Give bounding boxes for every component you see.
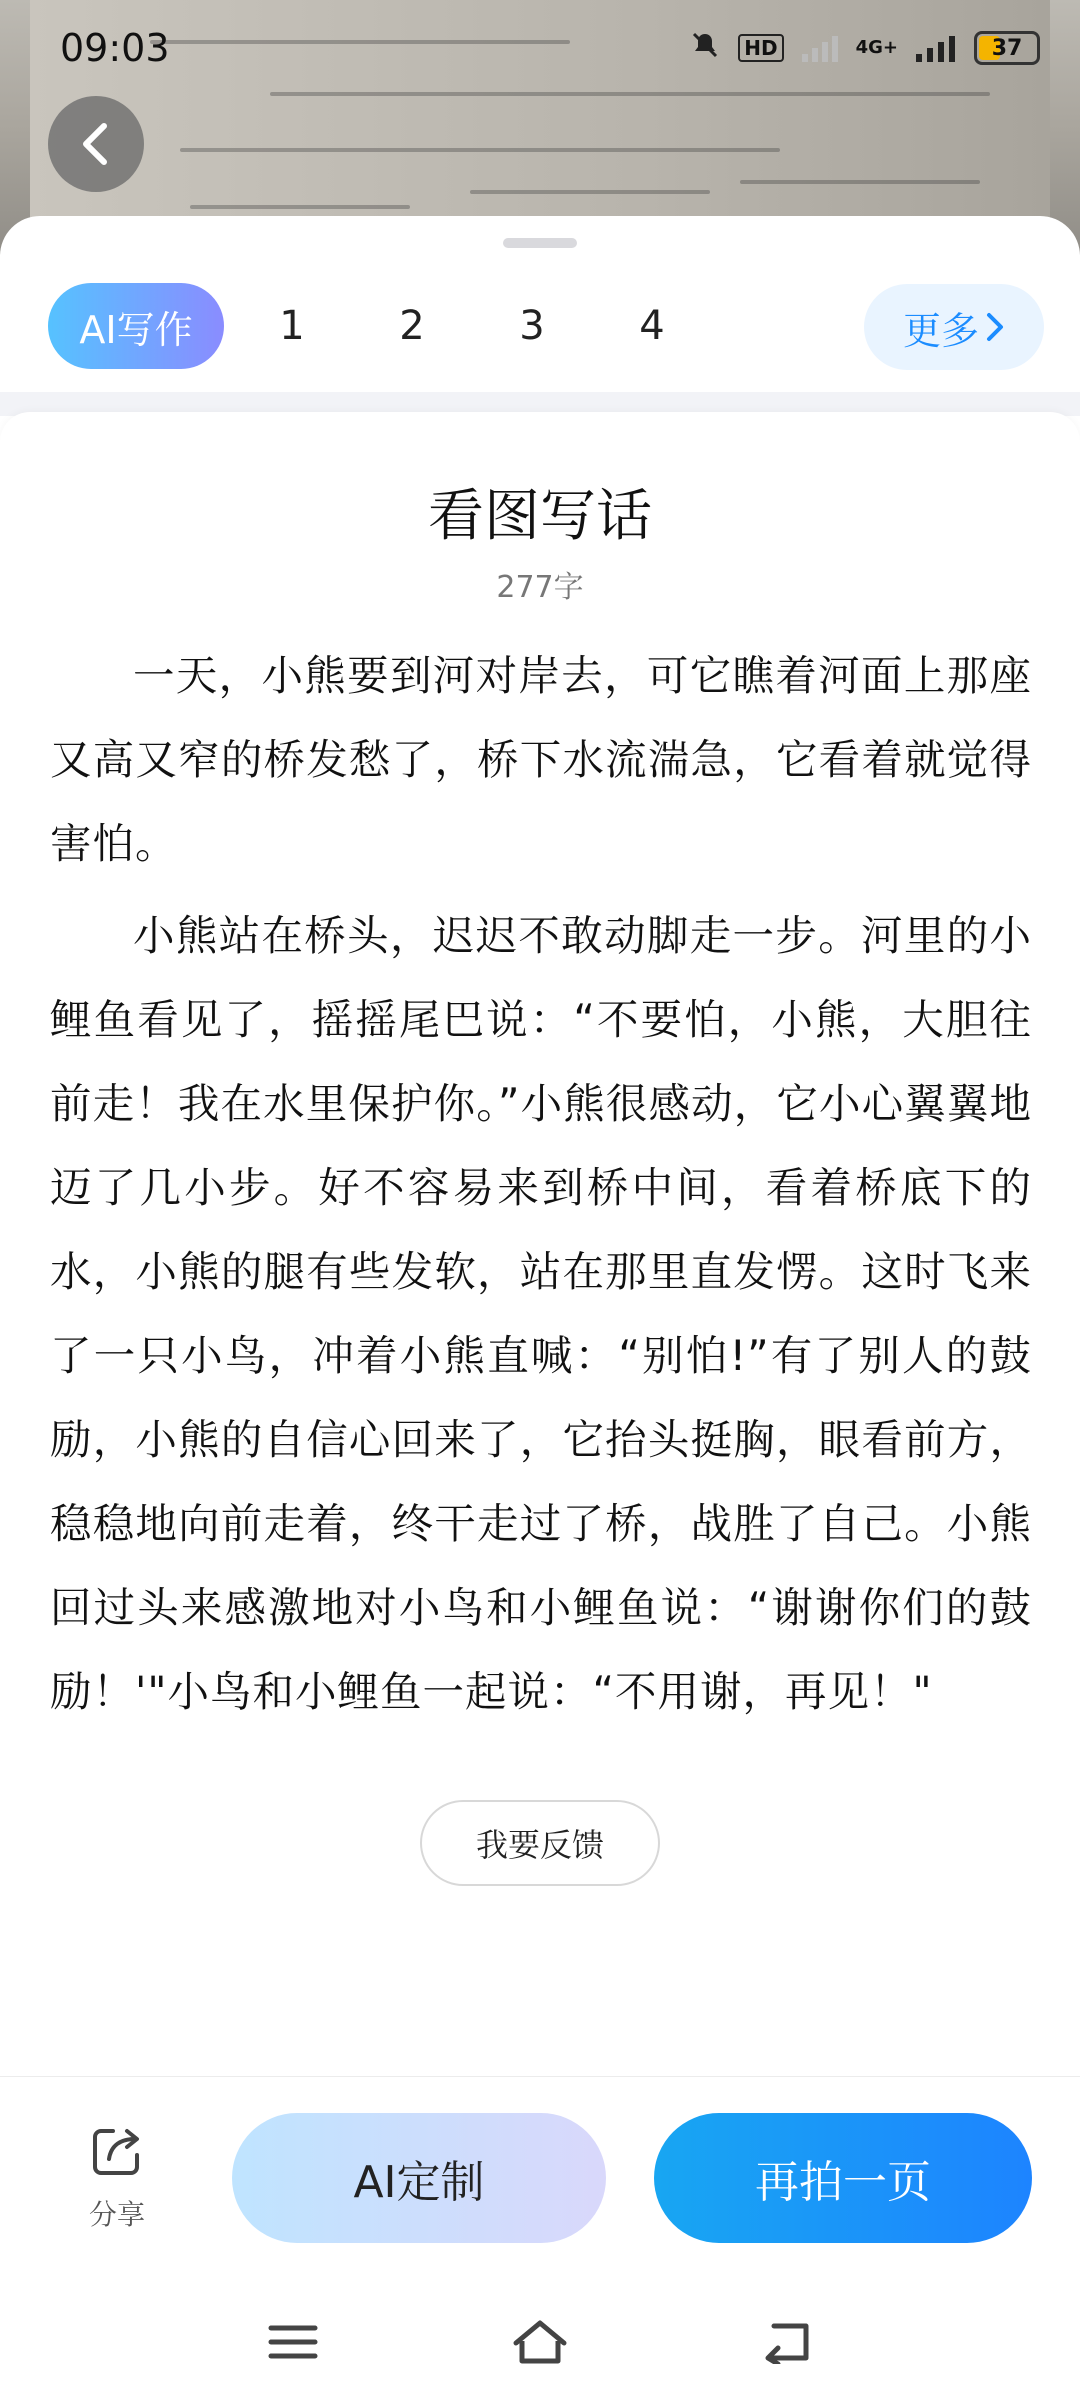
network-type-label: 4G+ (855, 37, 898, 58)
essay-paragraph-2: 小熊站在桥头，迟迟不敢动脚走一步。河里的小鲤鱼看见了，摇摇尾巴说：“不要怕，小熊，大胆往前走！我在水里保护你。”小熊很感动，它小心翼翼地迈了几小步。好不容易来到桥中间，看着桥底下的水，小熊的腿有些发软，站在那里直发愣。这时飞来了一只小鸟，冲着小熊直喊：“别怕!”有了别人的鼓励，小熊的自信心回来了，它抬头挺胸，眼看前方， 稳稳地向前走着，终干走过了桥，战胜了自己。小熊回过头来感激地对小鸟和小鲤鱼说：“谢谢你们的鼓励！'"小鸟和小鲤鱼一起说：“不用谢，再见！" (50, 911, 1032, 1716)
share-icon (87, 2121, 147, 2181)
more-button[interactable] (864, 284, 1044, 370)
home-icon (510, 2317, 570, 2367)
status-time: 09:03 (60, 26, 170, 70)
bell-off-icon (690, 30, 720, 66)
retake-page-button[interactable]: 再拍一页 (654, 2113, 1032, 2243)
back-arrow-icon (760, 2320, 814, 2364)
photo-line (180, 148, 780, 152)
tab-4[interactable]: 4 (639, 303, 665, 349)
word-count: 277字 (496, 570, 584, 605)
share-label: 分享 (88, 2198, 145, 2231)
signal-strength-icon (916, 34, 956, 62)
more-label: 更多 (902, 308, 979, 353)
nav-home-button[interactable] (500, 2312, 580, 2372)
bottom-action-bar (0, 2076, 1080, 2404)
share-button[interactable] (72, 2121, 162, 2233)
status-bar (0, 0, 1080, 96)
feedback-button[interactable]: 我要反馈 (420, 1800, 660, 1886)
tab-2[interactable]: 2 (399, 303, 425, 349)
hd-icon: HD (738, 34, 783, 62)
signal-icon (802, 34, 838, 62)
tab-ai-writing[interactable]: AI写作 (48, 283, 224, 369)
photo-line (190, 205, 410, 209)
chevron-left-icon (76, 120, 116, 168)
essay-title: 看图写话 (428, 484, 652, 549)
battery-level: 37 (991, 35, 1023, 61)
status-icons (690, 30, 1040, 66)
tabs-row (0, 276, 1080, 376)
tab-1[interactable]: 1 (279, 303, 305, 349)
result-sheet (0, 216, 1080, 2076)
battery-icon (974, 31, 1040, 65)
back-button[interactable] (48, 96, 144, 192)
chevron-right-icon (985, 311, 1005, 343)
drag-handle[interactable] (503, 238, 577, 248)
menu-icon (268, 2322, 318, 2362)
system-nav-bar (0, 2297, 1080, 2387)
tab-3[interactable]: 3 (519, 303, 545, 349)
nav-back-button[interactable] (747, 2312, 827, 2372)
photo-line (740, 180, 980, 184)
ai-custom-button[interactable]: AI定制 (232, 2113, 606, 2243)
essay-paragraph-1: 一天，小熊要到河对岸去，可它瞧着河面上那座又高又窄的桥发愁了，桥下水流湍急，它看着就觉得害怕。 (50, 651, 1032, 868)
photo-line (470, 190, 710, 194)
nav-menu-button[interactable] (253, 2312, 333, 2372)
essay-body (50, 634, 1032, 1734)
